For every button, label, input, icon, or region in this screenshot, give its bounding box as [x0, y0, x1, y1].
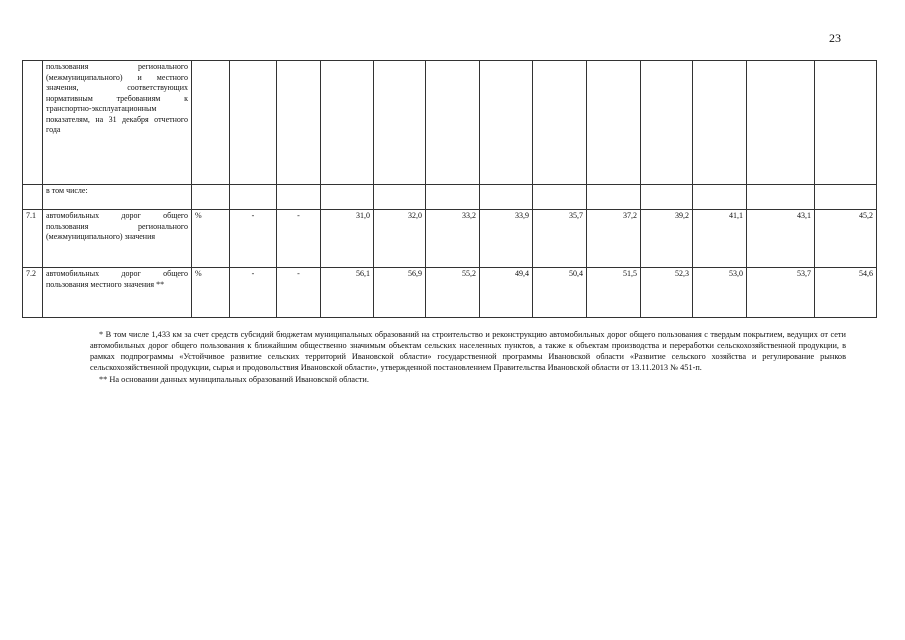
unit-cell	[192, 61, 230, 185]
value-cell: 33,2	[426, 210, 480, 268]
value-cell: 43,1	[747, 210, 815, 268]
value-cell: 32,0	[374, 210, 426, 268]
indicator-name-cell: пользования регионального (межмуниципального) и местного значения, соответствующих нормативным требованиям к транспортно-эксплуатационным показателям, на 31 декабря отчетного года	[43, 61, 192, 185]
value-cell	[747, 61, 815, 185]
value-cell: 53,0	[693, 268, 747, 318]
row-number-cell: 7.2	[23, 268, 43, 318]
unit-cell: %	[192, 268, 230, 318]
value-cell	[693, 61, 747, 185]
value-cell: 37,2	[587, 210, 641, 268]
value-cell	[277, 61, 321, 185]
table-row	[23, 185, 877, 210]
value-cell	[480, 185, 533, 210]
value-cell	[587, 185, 641, 210]
value-cell: 49,4	[480, 268, 533, 318]
value-cell: 45,2	[815, 210, 877, 268]
value-cell	[230, 61, 277, 185]
value-cell: -	[277, 210, 321, 268]
value-cell	[693, 185, 747, 210]
table-row	[23, 61, 877, 185]
value-cell	[321, 185, 374, 210]
value-cell: -	[230, 268, 277, 318]
value-cell	[641, 185, 693, 210]
value-cell: 39,2	[641, 210, 693, 268]
value-cell: 41,1	[693, 210, 747, 268]
value-cell: 53,7	[747, 268, 815, 318]
value-cell	[641, 61, 693, 185]
footnote-2: ** На основании данных муниципальных образований Ивановской области.	[99, 375, 369, 384]
value-cell	[277, 185, 321, 210]
value-cell: 56,9	[374, 268, 426, 318]
value-cell: -	[230, 210, 277, 268]
value-cell: 54,6	[815, 268, 877, 318]
unit-cell	[192, 185, 230, 210]
value-cell: 50,4	[533, 268, 587, 318]
indicator-name-cell: автомобильных дорог общего пользования местного значения **	[43, 268, 192, 318]
footnotes	[90, 329, 846, 385]
value-cell: 33,9	[480, 210, 533, 268]
value-cell: 56,1	[321, 268, 374, 318]
value-cell	[230, 185, 277, 210]
value-cell	[374, 185, 426, 210]
indicator-name-cell: автомобильных дорог общего пользования регионального (межмуниципального) значения	[43, 210, 192, 268]
value-cell	[374, 61, 426, 185]
table-row	[23, 210, 877, 268]
value-cell: 51,5	[587, 268, 641, 318]
unit-cell: %	[192, 210, 230, 268]
row-number-cell: 7.1	[23, 210, 43, 268]
value-cell: 31,0	[321, 210, 374, 268]
value-cell	[815, 61, 877, 185]
value-cell	[426, 185, 480, 210]
value-cell: 52,3	[641, 268, 693, 318]
table-row	[23, 268, 877, 318]
indicator-name-cell: в том числе:	[43, 185, 192, 210]
row-number-cell	[23, 61, 43, 185]
value-cell	[533, 61, 587, 185]
value-cell	[587, 61, 641, 185]
value-cell	[480, 61, 533, 185]
row-number-cell	[23, 185, 43, 210]
value-cell: 55,2	[426, 268, 480, 318]
value-cell: 35,7	[533, 210, 587, 268]
value-cell	[815, 185, 877, 210]
value-cell	[533, 185, 587, 210]
value-cell	[747, 185, 815, 210]
footnote-1: * В том числе 1,433 км за счет средств субсидий бюджетам муниципальных образований на строительство и реконструкцию автомобильных дорог общего пользования с твердым покрытием, ведущих от сети автомобильных дорог общего пользования к ближайшим общественно значимым объектам сельских населенных пунктов, а также к объектам производства и переработки сельскохозяйственной продукции, в рамках подпрограммы «Устойчивое развитие сельских территорий Ивановской области» государственной программы Ивановской области «Развитие сельского хозяйства и регулирование рынков сельскохозяйственной продукции, сырья и продовольствия Ивановской области», утвержденной постановлением Правительства Ивановской области от 13.11.2013 № 451-п.	[90, 330, 846, 372]
value-cell: -	[277, 268, 321, 318]
value-cell	[426, 61, 480, 185]
value-cell	[321, 61, 374, 185]
page-number: 23	[829, 31, 841, 45]
indicators-table	[22, 60, 877, 318]
